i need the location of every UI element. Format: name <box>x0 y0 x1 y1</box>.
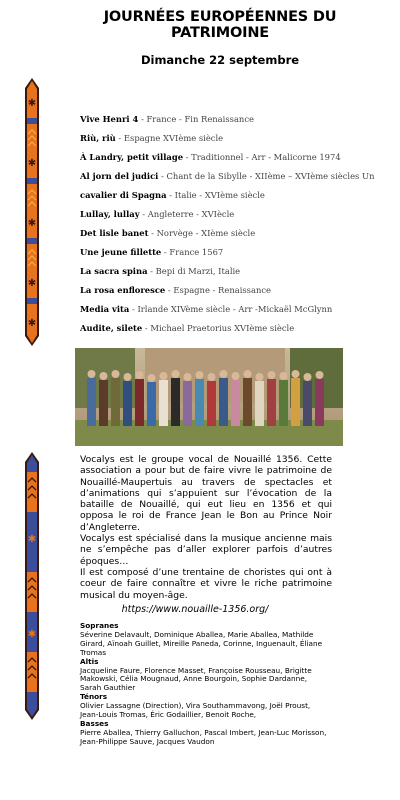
description-paragraph: Vocalys est le groupe vocal de Nouaillé 1356. Cette association a pour but de faire vivre le patrimoine de Nouaillé-Maupertuis au travers de spectacles et d’animations qui s’appuient sur l’évocation de la bataille de Nouaillé, qui eut lieu en 1356 et qui opposa le roi de France Jean le Bon au Prince Noir d’Angleterre. <box>80 454 332 533</box>
song-name: Lullay, lullay <box>80 209 140 219</box>
song-detail: - Espagne - Renaissance <box>165 285 272 295</box>
decorative-band-bottom <box>25 452 39 720</box>
svg-text:✱: ✱ <box>27 278 37 289</box>
voice-title: Sopranes <box>80 621 119 630</box>
song-name: Vive Henri 4 <box>80 114 139 124</box>
voice-section <box>80 622 330 658</box>
voice-members: Séverine Delavault, Dominique Aballea, Marie Aballea, Mathilde Girard, Aïnoah Guillet, Mireille Paneda, Corinne, Inguenault, Éliane Tromas <box>80 629 323 657</box>
svg-text:✱: ✱ <box>27 629 37 640</box>
svg-text:✱: ✱ <box>27 218 37 229</box>
choir-voices <box>80 622 330 747</box>
event-date: Dimanche 22 septembre <box>140 53 300 67</box>
song-name: Riù, riù <box>80 133 116 143</box>
page-title: JOURNÉES EUROPÉENNES DU PATRIMOINE <box>103 9 337 41</box>
voice-section <box>80 658 330 694</box>
song-name: Audite, silete <box>80 323 143 333</box>
song-item <box>80 148 385 167</box>
voice-members: Olivier Lassagne (Direction), Vira Southammavong, Joël Proust, Jean-Louis Tromas, Éric Godaillier, Benoit Roche, <box>80 701 311 720</box>
song-detail: - Traditionnel - Arr - Malicorne 1974 <box>183 152 341 162</box>
song-item <box>80 281 385 300</box>
song-item <box>80 205 385 224</box>
song-detail: - Italie - XVIème siècle <box>166 190 265 200</box>
song-item <box>80 186 385 205</box>
song-item <box>80 129 385 148</box>
svg-text:✱: ✱ <box>27 98 37 109</box>
song-detail: - Espagne XVIème siècle <box>115 133 224 143</box>
song-name: cavalier di Spagna <box>80 190 167 200</box>
song-item <box>80 224 385 243</box>
band-pattern-icon <box>25 452 39 720</box>
song-item <box>80 300 385 319</box>
voice-title: Altis <box>80 656 99 666</box>
song-item <box>80 243 385 262</box>
song-name: À Landry, petit village <box>80 152 184 162</box>
voice-title: Basses <box>80 718 109 728</box>
song-detail: - Michael Praetorius XVIème siècle <box>142 323 295 333</box>
song-name: Det lisle banet <box>80 228 149 238</box>
song-item <box>80 319 385 338</box>
song-detail: - Chant de la Sibylle - XIIème – XVIème siècles Un <box>158 171 375 181</box>
song-detail: - Irlande XIVème siècle - Arr -Mickaël McGlynn <box>129 304 333 314</box>
song-detail: - Angleterre - XVIècle <box>139 209 235 219</box>
voice-title: Ténors <box>80 692 108 702</box>
song-item <box>80 167 385 186</box>
voice-section <box>80 720 330 747</box>
voice-members: Jacqueline Faure, Florence Masset, Françoise Rousseau, Brigitte Makowski, Célia Mougnaud, Anne Bourgoin, Sophie Dardanne, Sarah Gauthier <box>80 665 312 693</box>
song-detail: - Bepi di Marzi, Italie <box>147 266 241 276</box>
description-paragraph: Vocalys est spécialisé dans la musique ancienne mais ne s’empêche pas d’aller explorer parfois d’autres époques… <box>80 533 332 567</box>
voice-section <box>80 693 330 720</box>
decorative-band-top <box>25 78 39 346</box>
group-photo <box>75 348 343 446</box>
band-pattern-icon <box>25 78 39 346</box>
song-name: Une jeune fillette <box>80 247 162 257</box>
song-list <box>80 110 385 338</box>
svg-text:✱: ✱ <box>27 158 37 169</box>
song-name: La sacra spina <box>80 266 148 276</box>
svg-text:✱: ✱ <box>27 318 37 329</box>
song-name: La rosa enfloresce <box>80 285 166 295</box>
voice-members: Pierre Aballea, Thierry Galluchon, Pascal Imbert, Jean-Luc Morisson, Jean-Philippe Sauve, Jacques Vaudon <box>80 727 327 746</box>
song-detail: - Norvège - XIème siècle <box>148 228 256 238</box>
description-paragraph: Il est composé d’une trentaine de choristes qui ont à coeur de faire connaître et vivre le riche patrimoine musical du moyen-âge. <box>80 566 332 601</box>
group-description <box>80 454 332 601</box>
song-name: Media vita <box>80 304 130 314</box>
song-item <box>80 262 385 281</box>
song-name: Al jorn del judici <box>80 171 159 181</box>
svg-text:✱: ✱ <box>27 534 37 545</box>
website-link[interactable]: https://www.nouaille-1356.org/ <box>121 604 269 615</box>
song-detail: - France 1567 <box>161 247 224 257</box>
song-detail: - France - Fin Renaissance <box>138 114 254 124</box>
song-item <box>80 110 385 129</box>
